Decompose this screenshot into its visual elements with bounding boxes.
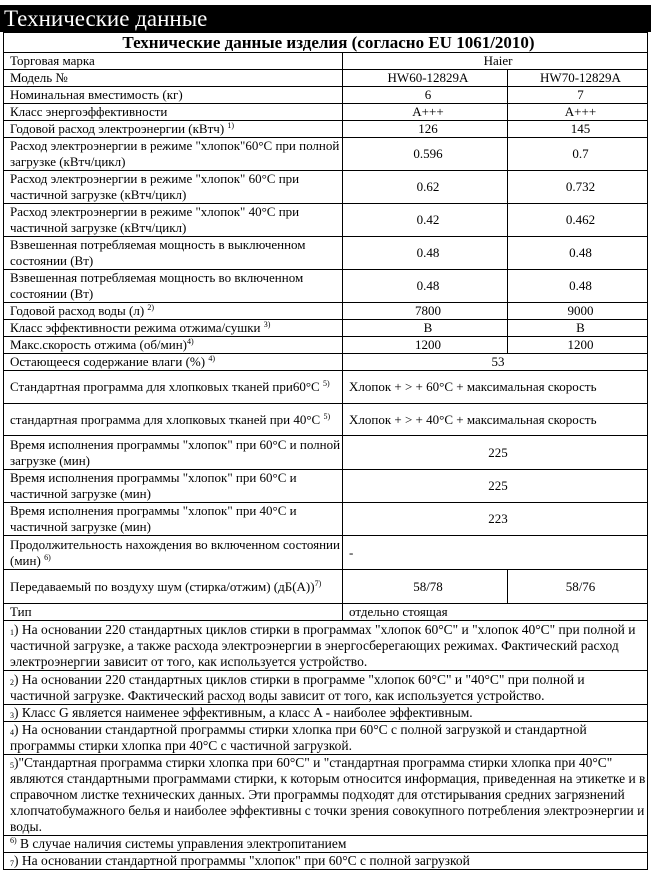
row-label: Остающееся содержание влаги (%) xyxy=(10,354,206,369)
footnote-row xyxy=(4,671,648,705)
footnote-row xyxy=(4,705,648,722)
row-label: Взвешенная потребляемая мощность в выключенном состоянии (Вт) xyxy=(4,237,343,270)
cell-value: A+++ xyxy=(508,104,648,121)
cell-value: 58/78 xyxy=(343,570,508,604)
row-label: Передаваемый по воздуху шум (стирка/отжим) (дБ(A)) xyxy=(10,578,315,594)
model-2-value: HW70-12829A xyxy=(508,70,648,87)
table-row xyxy=(4,604,648,621)
cell-value: 1200 xyxy=(508,337,648,354)
row-label: Расход электроэнергии в режиме "хлопок" 40°C при частичной загрузке (кВтч/цикл) xyxy=(4,204,343,237)
cell-value: 6 xyxy=(343,87,508,104)
cell-value: - xyxy=(343,536,648,570)
table-title: Технические данные изделия (согласно EU 1061/2010) xyxy=(4,33,648,53)
footnote-text: ) Класс G является наименее эффективным, а класс A - наиболее эффективным. xyxy=(14,705,473,720)
cell-value: A+++ xyxy=(343,104,508,121)
cell-value: 223 xyxy=(343,503,648,536)
footnote-7 xyxy=(4,853,648,870)
footnote-3 xyxy=(4,705,648,722)
cell-value: B xyxy=(508,320,648,337)
row-label-cell xyxy=(4,570,343,604)
footnote-marker: 3 xyxy=(10,711,14,720)
footnote-ref: 3) xyxy=(263,320,271,329)
cell-value: 53 xyxy=(343,354,648,371)
footnote-marker: 1 xyxy=(10,627,14,637)
table-title-row xyxy=(4,33,648,53)
cell-value: 225 xyxy=(343,470,648,503)
footnote-text: ) На основании стандартной программы "хлопок" при 60°C с полной загрузкой xyxy=(14,853,470,868)
footnote-ref: 6) xyxy=(44,552,51,562)
table-row xyxy=(4,87,648,104)
table-row xyxy=(4,121,648,138)
footnote-text: ) На основании стандартной программы стирки хлопка при 60°C с полной загрузкой и стандартной программы стирки хлопка при 40°C с частичной загрузкой. xyxy=(10,722,587,753)
row-label-cell xyxy=(4,337,343,354)
table-row xyxy=(4,53,648,70)
row-label: Тип xyxy=(4,604,343,621)
row-label: Макс.скорость отжима (об/мин) xyxy=(10,337,188,352)
table-row xyxy=(4,204,648,237)
table-row xyxy=(4,570,648,604)
table-row xyxy=(4,70,648,87)
footnote-text: )"Стандартная программа стирки хлопка при 60°C" и "стандартная программа стирки хлопка при 40°C" являются стандартными программами стирки, к которым относится информация, приведенная на этикетке и в справочном листке технических данных. Эти программы подходят для отстирывания средних загрязнений хлопчатобумажного белья и наиболее эффективны с точки зрения совокупного потребления электроэнергии и воды. xyxy=(10,755,646,834)
row-label: Расход электроэнергии в режиме "хлопок" 60°C при частичной загрузке (кВтч/цикл) xyxy=(4,171,343,204)
row-label: Продолжительность нахождения во включенном состоянии (мин) xyxy=(10,536,340,568)
cell-value: 0.48 xyxy=(508,237,648,270)
table-row xyxy=(4,237,648,270)
table-row xyxy=(4,503,648,536)
row-label-cell xyxy=(4,404,343,436)
footnote-marker: 4 xyxy=(10,728,14,737)
footnote-1 xyxy=(4,621,648,671)
footnote-5 xyxy=(4,755,648,836)
table-row xyxy=(4,270,648,303)
cell-value: 126 xyxy=(343,121,508,138)
cell-value: 0.596 xyxy=(343,138,508,171)
row-label: Модель № xyxy=(4,70,343,87)
footnote-text: ) На основании 220 стандартных циклов стирки в программах "хлопок 60°C" и "хлопок 40°C" при полной и частичной загрузке, а также расхода электроэнергии в энергосберегающих режимах. Фактический расход электроэнергии зависит от того, как используется устройство. xyxy=(10,621,636,669)
table-row xyxy=(4,536,648,570)
table-row xyxy=(4,138,648,171)
cell-value: 0.62 xyxy=(343,171,508,204)
cell-value: Хлопок + > + 60°C + максимальная скорость xyxy=(343,371,648,404)
footnote-marker: 7 xyxy=(10,859,14,868)
cell-value: 0.732 xyxy=(508,171,648,204)
row-label-cell xyxy=(4,354,343,371)
row-label: Годовой расход электроэнергии (кВтч) xyxy=(10,121,225,136)
footnote-ref: 5) xyxy=(322,379,330,388)
footnote-ref: 5) xyxy=(323,411,331,421)
cell-value: Хлопок + > + 40°C + максимальная скорость xyxy=(343,404,648,436)
footnote-ref: 4) xyxy=(208,354,215,363)
table-row xyxy=(4,171,648,204)
table-row xyxy=(4,470,648,503)
row-label-cell xyxy=(4,536,343,570)
row-label: Время исполнения программы "хлопок" при 40°C и частичной загрузке (мин) xyxy=(4,503,343,536)
table-row xyxy=(4,371,648,404)
cell-value: 58/76 xyxy=(508,570,648,604)
table-row xyxy=(4,303,648,320)
page-title: Технические данные xyxy=(4,6,208,31)
footnote-row xyxy=(4,722,648,755)
model-1-value: HW60-12829A xyxy=(343,70,508,87)
row-label: Расход электроэнергии в режиме "хлопок"60°C при полной загрузке (кВтч/цикл) xyxy=(4,138,343,171)
footnote-ref: 7) xyxy=(314,578,322,588)
footnote-row xyxy=(4,621,648,671)
footnote-marker: 6) xyxy=(10,836,17,845)
footnote-4 xyxy=(4,722,648,755)
footnote-ref: 4) xyxy=(187,337,194,346)
cell-value: 0.42 xyxy=(343,204,508,237)
table-row xyxy=(4,337,648,354)
cell-value: отдельно стоящая xyxy=(343,604,648,621)
footnote-text: В случае наличия системы управления электропитанием xyxy=(16,836,347,851)
cell-value: B xyxy=(343,320,508,337)
table-row xyxy=(4,436,648,470)
footnote-row xyxy=(4,836,648,853)
footnote-row xyxy=(4,853,648,870)
footnote-6 xyxy=(4,836,648,853)
cell-value: 0.462 xyxy=(508,204,648,237)
table-row xyxy=(4,404,648,436)
cell-value: 145 xyxy=(508,121,648,138)
footnote-marker: 5 xyxy=(10,761,14,770)
brand-value: Haier xyxy=(343,53,648,70)
cell-value: 7 xyxy=(508,87,648,104)
row-label: Номинальная вместимость (кг) xyxy=(4,87,343,104)
table-row xyxy=(4,104,648,121)
row-label: Время исполнения программы "хлопок" при 60°C и частичной загрузке (мин) xyxy=(4,470,343,503)
footnote-marker: 2 xyxy=(10,677,14,687)
tech-data-table xyxy=(3,32,648,870)
cell-value: 0.48 xyxy=(343,270,508,303)
row-label: Класс энергоэффективности xyxy=(4,104,343,121)
row-label: Взвешенная потребляемая мощность во включенном состоянии (Вт) xyxy=(4,270,343,303)
cell-value: 225 xyxy=(343,436,648,470)
cell-value: 1200 xyxy=(343,337,508,354)
row-label: стандартная программа для хлопковых тканей при 40°C xyxy=(10,411,321,427)
row-label-cell xyxy=(4,320,343,337)
footnote-2 xyxy=(4,671,648,705)
table-row xyxy=(4,354,648,371)
table-row xyxy=(4,320,648,337)
footnote-ref: 1) xyxy=(227,121,235,130)
row-label-cell xyxy=(4,303,343,320)
cell-value: 9000 xyxy=(508,303,648,320)
footnote-ref: 2) xyxy=(147,303,155,312)
footnote-row xyxy=(4,755,648,836)
row-label: Время исполнения программы "хлопок" при 60°C и полной загрузке (мин) xyxy=(4,436,343,470)
row-label-cell xyxy=(4,121,343,138)
page-header xyxy=(0,5,651,32)
footnote-text: ) На основании 220 стандартных циклов стирки в программе "хлопок 60°C" и "40°C" при полной и частичной загрузке. Фактический расход воды зависит от того, как используется устройство. xyxy=(10,671,585,703)
row-label-cell xyxy=(4,371,343,404)
row-label: Класс эффективности режима отжима/сушки xyxy=(10,320,261,335)
cell-value: 0.7 xyxy=(508,138,648,171)
row-label: Годовой расход воды (л) xyxy=(10,303,145,318)
row-label: Торговая марка xyxy=(4,53,343,70)
cell-value: 0.48 xyxy=(508,270,648,303)
cell-value: 0.48 xyxy=(343,237,508,270)
row-label: Стандартная программа для хлопковых тканей при60°C xyxy=(10,379,320,394)
cell-value: 7800 xyxy=(343,303,508,320)
